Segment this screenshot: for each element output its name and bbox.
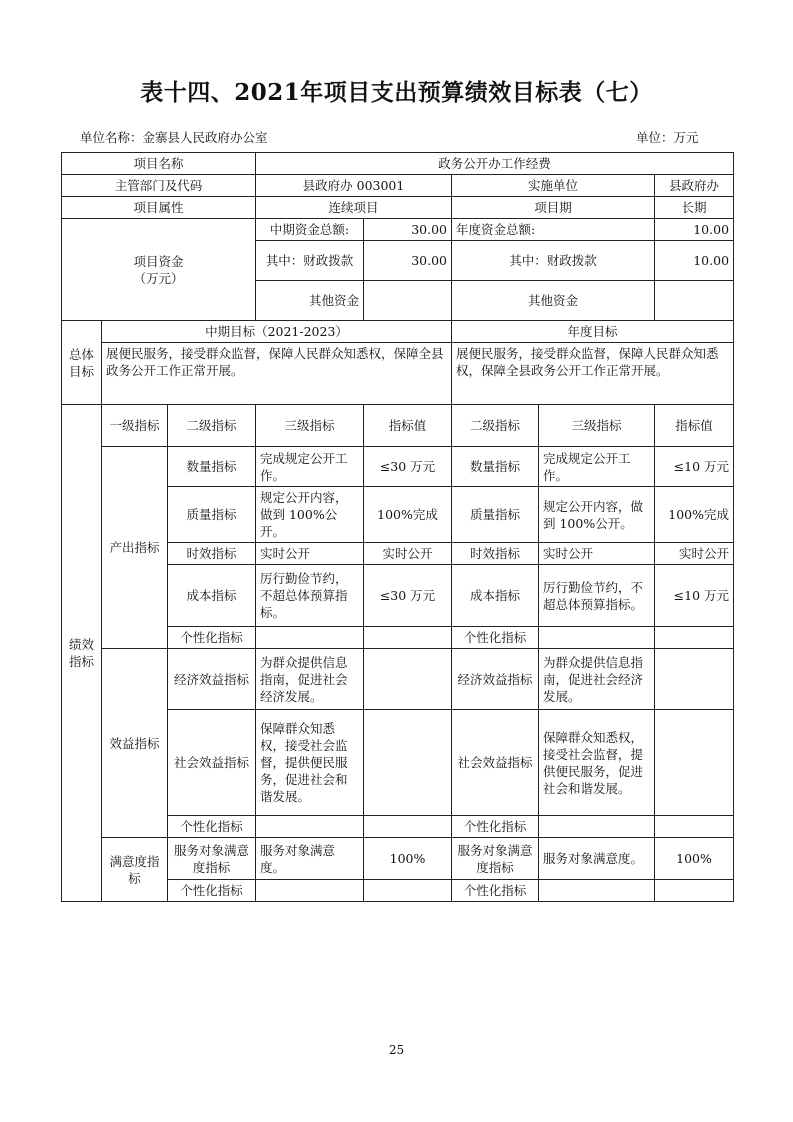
cost-mid-l2: 成本指标: [168, 565, 256, 627]
satisfaction-indicators-label: 满意度指标: [102, 838, 168, 902]
effect-custom-annual-val: [655, 816, 734, 838]
satis-custom-mid-l2: 个性化指标: [168, 880, 256, 902]
quantity-mid-l3: 完成规定公开工作。: [256, 447, 364, 487]
quantity-annual-l3: 完成规定公开工作。: [539, 447, 655, 487]
output-custom-mid-l2: 个性化指标: [168, 627, 256, 649]
annual-total-value: 10.00: [655, 219, 734, 241]
project-name-value: 政务公开办工作经费: [256, 153, 734, 175]
output-custom-annual-l2: 个性化指标: [452, 627, 539, 649]
social-annual-l3: 保障群众知悉权，接受社会监督，提供便民服务，促进社会和谐发展。: [539, 710, 655, 816]
service-annual-val: 100%: [655, 838, 734, 880]
annual-other-value: [655, 281, 734, 321]
timeliness-mid-val: 实时公开: [364, 543, 452, 565]
attr-value: 连续项目: [256, 197, 452, 219]
output-indicators-label: 产出指标: [102, 447, 168, 649]
economic-mid-l3: 为群众提供信息指南，促进社会经济发展。: [256, 649, 364, 710]
funds-label-line1: 项目资金: [133, 253, 184, 269]
annual-fiscal-value: 10.00: [655, 241, 734, 281]
social-mid-l2: 社会效益指标: [168, 710, 256, 816]
timeliness-annual-l3: 实时公开: [539, 543, 655, 565]
annual-total-label: 年度资金总额:: [452, 219, 655, 241]
project-name-label: 项目名称: [62, 153, 256, 175]
page-number: 25: [388, 1043, 405, 1057]
table-row: [62, 197, 734, 219]
timeliness-mid-l3: 实时公开: [256, 543, 364, 565]
header-l2-mid: 二级指标: [168, 405, 256, 447]
economic-mid-l2: 经济效益指标: [168, 649, 256, 710]
output-custom-mid-val: [364, 627, 452, 649]
quantity-mid-val: ≤30 万元: [364, 447, 452, 487]
annual-fiscal-label: 其中：财政拨款: [452, 241, 655, 281]
table-row: [62, 343, 734, 405]
service-mid-val: 100%: [364, 838, 452, 880]
impl-value: 县政府办: [655, 175, 734, 197]
output-custom-annual-l3: [539, 627, 655, 649]
header-l3-mid: 三级指标: [256, 405, 364, 447]
cost-mid-l3: 厉行勤俭节约，不超总体预算指标。: [256, 565, 364, 627]
social-mid-val: [364, 710, 452, 816]
effect-custom-annual-l3: [539, 816, 655, 838]
social-mid-l3: 保障群众知悉权，接受社会监督，提供便民服务，促进社会和谐发展。: [256, 710, 364, 816]
annual-other-label: 其他资金: [452, 281, 655, 321]
table-row: [62, 153, 734, 175]
service-mid-l2: 服务对象满意度指标: [168, 838, 256, 880]
timeliness-annual-l2: 时效指标: [452, 543, 539, 565]
economic-annual-val: [655, 649, 734, 710]
attr-label: 项目属性: [62, 197, 256, 219]
effect-custom-annual-l2: 个性化指标: [452, 816, 539, 838]
table-row: [62, 321, 734, 343]
service-annual-l2: 服务对象满意度指标: [452, 838, 539, 880]
perf-indicators-label: 绩效指标: [62, 405, 102, 902]
mid-other-value: [364, 281, 452, 321]
mid-total-value: 30.00: [364, 219, 452, 241]
mid-goal-text: 展便民服务，接受群众监督，保障人民群众知悉权，保障全县政务公开工作正常开展。: [102, 343, 452, 405]
header-l3-annual: 三级指标: [539, 405, 655, 447]
table-row: [62, 405, 734, 447]
funds-label-line2: （万元）: [133, 270, 184, 286]
dept-label: 主管部门及代码: [62, 175, 256, 197]
quality-annual-val: 100%完成: [655, 487, 734, 543]
timeliness-annual-val: 实时公开: [655, 543, 734, 565]
annual-goal-text: 展便民服务，接受群众监督，保障人民群众知悉权，保障全县政务公开工作正常开展。: [452, 343, 734, 405]
economic-annual-l2: 经济效益指标: [452, 649, 539, 710]
mid-other-label: 其他资金: [256, 281, 364, 321]
effect-custom-mid-l3: [256, 816, 364, 838]
unit-label: 单位：万元: [636, 130, 699, 145]
satis-custom-annual-l2: 个性化指标: [452, 880, 539, 902]
output-custom-mid-l3: [256, 627, 364, 649]
period-value: 长期: [655, 197, 734, 219]
cost-annual-l2: 成本指标: [452, 565, 539, 627]
social-annual-val: [655, 710, 734, 816]
header-l1: 一级指标: [102, 405, 168, 447]
timeliness-mid-l2: 时效指标: [168, 543, 256, 565]
quantity-annual-val: ≤10 万元: [655, 447, 734, 487]
economic-annual-l3: 为群众提供信息指南，促进社会经济发展。: [539, 649, 655, 710]
quantity-mid-l2: 数量指标: [168, 447, 256, 487]
satis-custom-annual-val: [655, 880, 734, 902]
quality-mid-l3: 规定公开内容，做到 100%公开。: [256, 487, 364, 543]
overall-goal-label: 总体目标: [62, 321, 102, 405]
satis-custom-annual-l3: [539, 880, 655, 902]
performance-table: [61, 152, 734, 902]
mid-fiscal-label: 其中：财政拨款: [256, 241, 364, 281]
table-row: [62, 447, 734, 487]
header-l2-annual: 二级指标: [452, 405, 539, 447]
period-label: 项目期: [452, 197, 655, 219]
unit-name: 单位名称：金寨县人民政府办公室: [80, 130, 268, 145]
quality-annual-l2: 质量指标: [452, 487, 539, 543]
effect-indicators-label: 效益指标: [102, 649, 168, 838]
cost-annual-l3: 厉行勤俭节约，不超总体预算指标。: [539, 565, 655, 627]
quantity-annual-l2: 数量指标: [452, 447, 539, 487]
economic-mid-val: [364, 649, 452, 710]
table-row: [62, 219, 734, 241]
impl-label: 实施单位: [452, 175, 655, 197]
dept-value: 县政府办 003001: [256, 175, 452, 197]
cost-annual-val: ≤10 万元: [655, 565, 734, 627]
page-title: 表十四、2021年项目支出预算绩效目标表（七）: [140, 79, 653, 106]
service-annual-l3: 服务对象满意度。: [539, 838, 655, 880]
social-annual-l2: 社会效益指标: [452, 710, 539, 816]
table-row: [62, 838, 734, 880]
satis-custom-mid-val: [364, 880, 452, 902]
quality-mid-l2: 质量指标: [168, 487, 256, 543]
quality-annual-l3: 规定公开内容，做到 100%公开。: [539, 487, 655, 543]
effect-custom-mid-val: [364, 816, 452, 838]
cost-mid-val: ≤30 万元: [364, 565, 452, 627]
service-mid-l3: 服务对象满意度。: [256, 838, 364, 880]
output-custom-annual-val: [655, 627, 734, 649]
table-row: [62, 649, 734, 710]
satis-custom-mid-l3: [256, 880, 364, 902]
header-val-mid: 指标值: [364, 405, 452, 447]
annual-goal-header: 年度目标: [452, 321, 734, 343]
quality-mid-val: 100%完成: [364, 487, 452, 543]
table-row: [62, 175, 734, 197]
effect-custom-mid-l2: 个性化指标: [168, 816, 256, 838]
mid-total-label: 中期资金总额:: [256, 219, 364, 241]
mid-goal-header: 中期目标（2021-2023）: [102, 321, 452, 343]
header-val-annual: 指标值: [655, 405, 734, 447]
mid-fiscal-value: 30.00: [364, 241, 452, 281]
funds-label: [62, 219, 256, 321]
